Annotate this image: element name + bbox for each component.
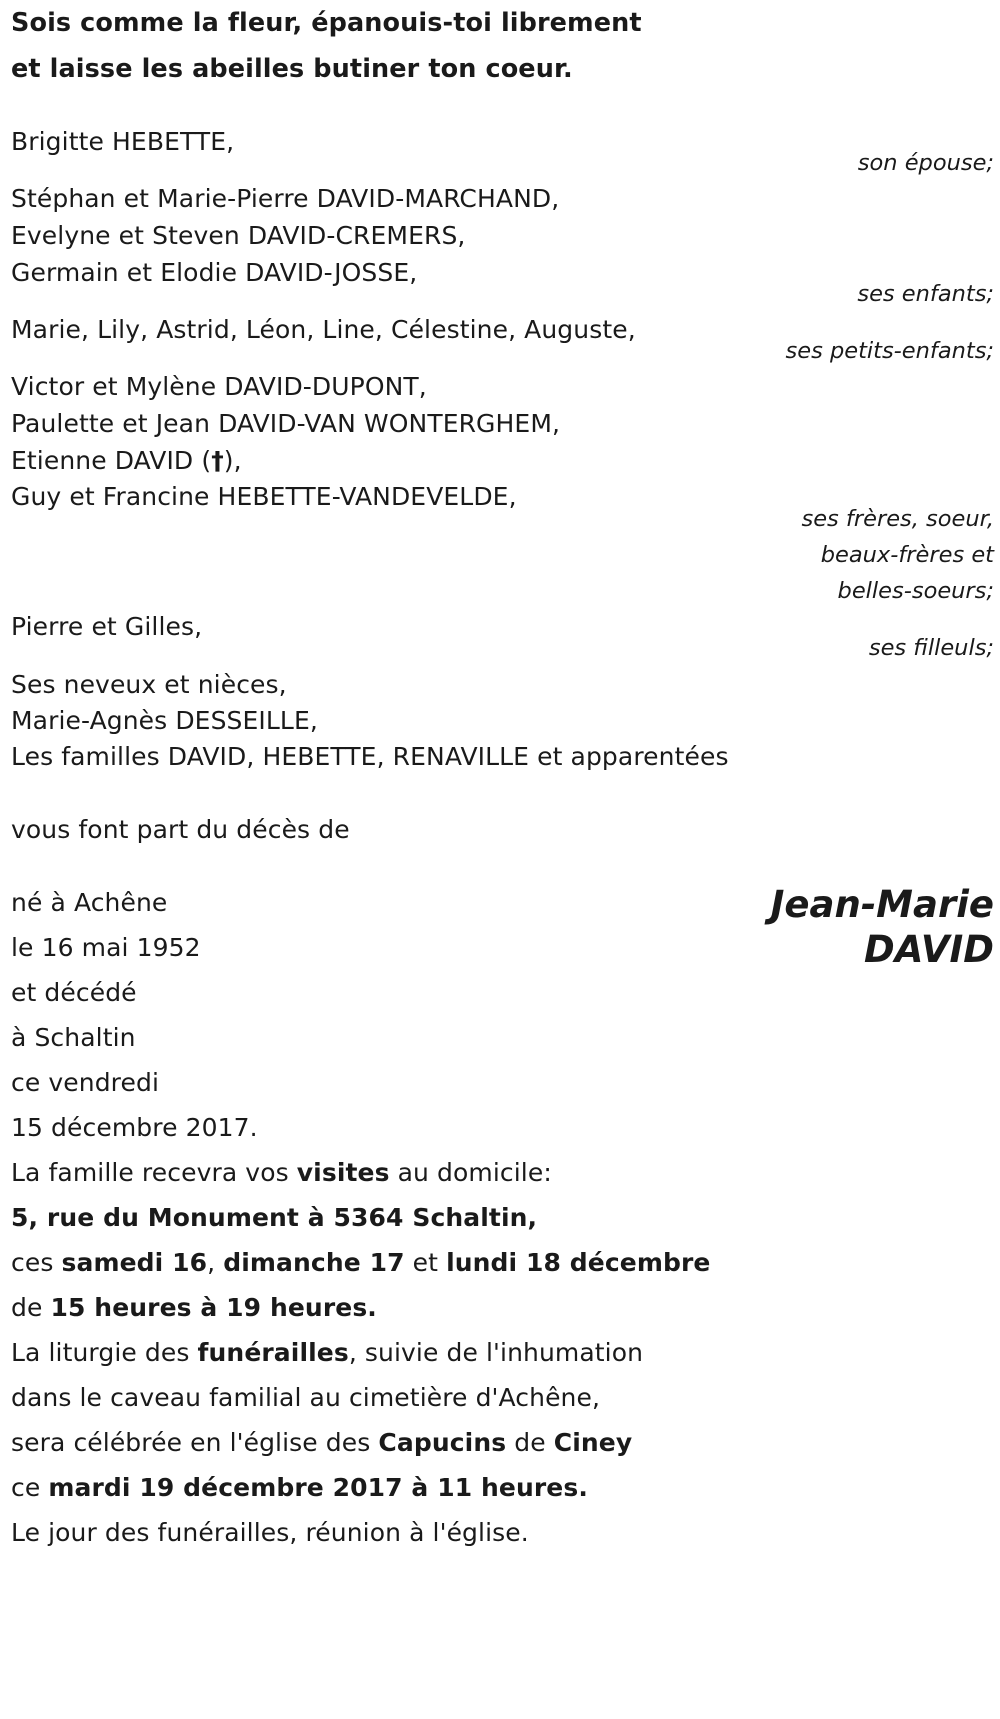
visit-day-sunday: dimanche 17 xyxy=(223,1248,405,1277)
visits-intro xyxy=(11,1158,552,1188)
visit-day-monday: lundi 18 décembre xyxy=(446,1248,711,1277)
sibling-line-4: Guy et Francine HEBETTE-VANDEVELDE, xyxy=(11,482,517,511)
etienne-name: Etienne DAVID ( xyxy=(11,446,212,475)
address-text: 5, rue du Monument à 5364 Schaltin, xyxy=(11,1203,538,1232)
deceased-cross-icon: † xyxy=(211,446,224,475)
funeral-datetime: mardi 19 décembre 2017 à 11 heures. xyxy=(48,1473,588,1502)
grandchildren-names: Marie, Lily, Astrid, Léon, Line, Célestine, Auguste, xyxy=(11,315,636,344)
funeral-line-2: dans le caveau familial au cimetière d'Achêne, xyxy=(11,1383,601,1412)
child-line-3: Germain et Elodie DAVID-JOSSE, xyxy=(11,258,418,287)
spouse-name: Brigitte HEBETTE, xyxy=(11,127,235,156)
funeral-l1-a: La liturgie des xyxy=(11,1338,198,1367)
siblings-role-line-3: belles-soeurs; xyxy=(837,578,994,604)
funeral-l3-a: sera célébrée en l'église des xyxy=(11,1428,379,1457)
visit-hours-range: 15 heures à 19 heures. xyxy=(50,1293,377,1322)
funeral-line-3 xyxy=(11,1428,632,1458)
epigraph-line-2: et laisse les abeilles butiner ton coeur. xyxy=(11,54,573,84)
others-line-1: Ses neveux et nièces, xyxy=(11,670,287,699)
visits-days xyxy=(11,1248,710,1278)
siblings-role-line-1: ses frères, soeur, xyxy=(801,506,994,532)
visits-days-and: et xyxy=(404,1248,447,1277)
others-line-2: Marie-Agnès DESSEILLE, xyxy=(11,706,318,735)
visit-day-saturday: samedi 16 xyxy=(61,1248,208,1277)
church-name: Capucins xyxy=(378,1428,507,1457)
sibling-line-2: Paulette et Jean DAVID-VAN WONTERGHEM, xyxy=(11,409,561,438)
others-line-3: Les familles DAVID, HEBETTE, RENAVILLE et apparentées xyxy=(11,742,729,771)
announcement-text: vous font part du décès de xyxy=(11,815,350,844)
visits-keyword: visites xyxy=(296,1158,390,1187)
funeral-line-5: Le jour des funérailles, réunion à l'église. xyxy=(11,1518,529,1547)
epigraph-line-1: Sois comme la fleur, épanouis-toi librement xyxy=(11,8,642,38)
deceased-last-name: DAVID xyxy=(864,928,994,971)
death-date: 15 décembre 2017. xyxy=(11,1113,258,1142)
birth-date: le 16 mai 1952 xyxy=(11,933,201,962)
funeral-l4-a: ce xyxy=(11,1473,49,1502)
deceased-first-name: Jean-Marie xyxy=(770,883,994,926)
children-role: ses enfants; xyxy=(857,281,994,307)
funeral-line-1 xyxy=(11,1338,643,1368)
death-place: à Schaltin xyxy=(11,1023,136,1052)
birth-place: né à Achêne xyxy=(11,888,168,917)
godchildren-role: ses filleuls; xyxy=(868,635,994,661)
grandchildren-role: ses petits-enfants; xyxy=(785,338,994,364)
child-line-1: Stéphan et Marie-Pierre DAVID-MARCHAND, xyxy=(11,184,560,213)
etienne-suffix: ), xyxy=(223,446,242,475)
visits-intro-a: La famille recevra vos xyxy=(11,1158,297,1187)
funeral-keyword: funérailles xyxy=(197,1338,349,1367)
sibling-line-etienne xyxy=(11,446,242,476)
sibling-line-1: Victor et Mylène DAVID-DUPONT, xyxy=(11,372,427,401)
funeral-l1-c: , suivie de l'inhumation xyxy=(348,1338,644,1367)
funeral-line-4 xyxy=(11,1473,588,1503)
visits-days-sep: , xyxy=(207,1248,224,1277)
visits-days-a: ces xyxy=(11,1248,62,1277)
death-intro: et décédé xyxy=(11,978,137,1007)
visits-address xyxy=(11,1203,537,1233)
church-town: Ciney xyxy=(553,1428,633,1457)
siblings-role-line-2: beaux-frères et xyxy=(820,542,994,568)
child-line-2: Evelyne et Steven DAVID-CREMERS, xyxy=(11,221,466,250)
visits-hours-a: de xyxy=(11,1293,51,1322)
visits-hours xyxy=(11,1293,377,1323)
funeral-l3-c: de xyxy=(506,1428,554,1457)
spouse-role: son épouse; xyxy=(857,150,994,176)
death-weekday: ce vendredi xyxy=(11,1068,159,1097)
godchildren-names: Pierre et Gilles, xyxy=(11,612,203,641)
visits-intro-c: au domicile: xyxy=(389,1158,552,1187)
